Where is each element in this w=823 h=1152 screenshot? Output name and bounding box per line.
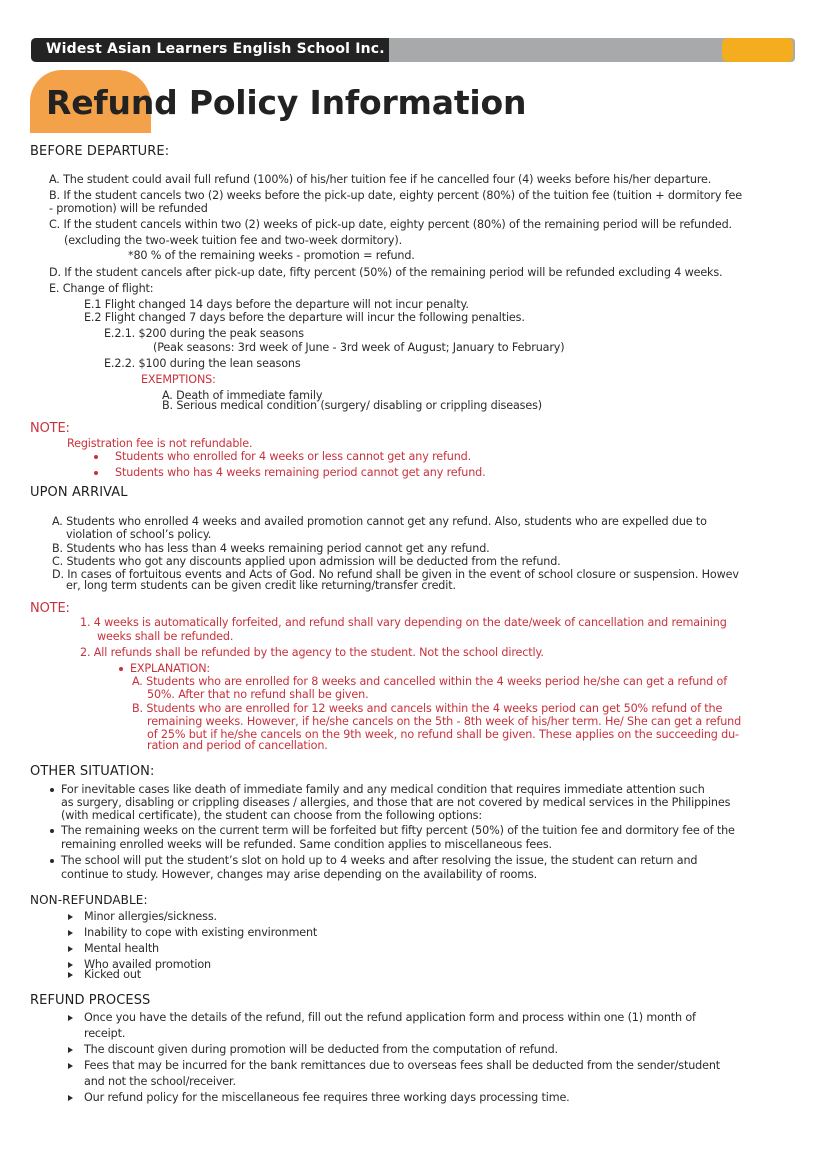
refund-process-item-1-cont: receipt. xyxy=(84,1027,126,1040)
section-heading-upon-arrival: UPON ARRIVAL xyxy=(30,485,128,500)
bullet-icon xyxy=(50,859,54,863)
policy-item-e: E. Change of flight: xyxy=(49,282,154,295)
policy-item-e22: E.2.2. $100 during the lean seasons xyxy=(104,357,301,370)
policy-item-c: C. If the student cancels within two (2) weeks of pick-up date, eighty percent (80%) of the remaining period will be refunded. xyxy=(49,218,732,231)
refund-process-item-1: Once you have the details of the refund, fill out the refund application form and process within one (1) month of xyxy=(84,1011,696,1024)
arrow-bullet-icon xyxy=(68,1047,73,1053)
explanation-b: B. Students who are enrolled for 12 weeks and cancels within the 4 weeks period can get 50% refund of the xyxy=(132,702,723,715)
arrow-bullet-icon xyxy=(68,946,73,952)
other-item-1: For inevitable cases like death of immediate family and any medical condition that requires immediate attention such xyxy=(61,783,705,796)
bullet-icon xyxy=(50,788,54,792)
policy-item-e2: E.2 Flight changed 7 days before the departure will incur the following penalties. xyxy=(84,311,525,324)
other-item-1-cont-2: (with medical certificate), the student can choose from the following options: xyxy=(61,809,482,822)
note2-item-1-cont: weeks shall be refunded. xyxy=(97,630,234,643)
school-name: Widest Asian Learners English School Inc. xyxy=(46,41,385,57)
exemptions-label: EXEMPTIONS: xyxy=(141,373,216,386)
arrival-item-a: A. Students who enrolled 4 weeks and availed promotion cannot get any refund. Also, students who are expelled due to xyxy=(52,515,707,528)
other-item-2: The remaining weeks on the current term will be forfeited but fifty percent (50%) of the tuition fee and dormitory fee of the xyxy=(61,824,735,837)
policy-item-e1: E.1 Flight changed 14 days before the departure will not incur penalty. xyxy=(84,298,469,311)
arrival-item-d: D. In cases of fortuitous events and Acts of God. No refund shall be given in the event of school closure or suspension. Howev xyxy=(52,568,739,581)
page-title: Refund Policy Information xyxy=(46,83,527,122)
other-item-1-cont-1: as surgery, disabling or crippling diseases / allergies, and those that are not covered by medical services in the Philippines xyxy=(61,796,731,809)
note-bullet-2: Students who has 4 weeks remaining period cannot get any refund. xyxy=(115,466,486,479)
other-item-3: The school will put the student’s slot on hold up to 4 weeks and after resolving the issue, the student can return and xyxy=(61,854,698,867)
other-item-3-cont: continue to study. However, changes may arise depending on the availability of rooms. xyxy=(61,868,538,881)
bullet-icon xyxy=(50,829,54,833)
arrow-bullet-icon xyxy=(68,914,73,920)
non-refundable-item: Minor allergies/sickness. xyxy=(84,910,217,923)
refund-process-item-2: The discount given during promotion will be deducted from the computation of refund. xyxy=(84,1043,558,1056)
exemption-b: B. Serious medical condition (surgery/ disabling or crippling diseases) xyxy=(162,399,542,412)
policy-item-a: A. The student could avail full refund (100%) of his/her tuition fee if he cancelled four (4) weeks before his/her departure. xyxy=(49,173,712,186)
arrow-bullet-icon xyxy=(68,930,73,936)
header-accent-tab xyxy=(722,38,793,62)
refund-process-item-4: Our refund policy for the miscellaneous fee requires three working days processing time. xyxy=(84,1091,570,1104)
policy-item-b: B. If the student cancels two (2) weeks before the pick-up date, eighty percent (80%) of the tuition fee (tuition + dormitory fee xyxy=(49,189,742,202)
non-refundable-item: Inability to cope with existing environment xyxy=(84,926,318,939)
refund-process-item-3-cont: and not the school/receiver. xyxy=(84,1075,236,1088)
explanation-b-cont-3: ration and period of cancellation. xyxy=(147,739,328,752)
policy-item-b-cont: - promotion) will be refunded xyxy=(49,202,208,215)
non-refundable-item: Mental health xyxy=(84,942,159,955)
explanation-a: A. Students who are enrolled for 8 weeks and cancelled within the 4 weeks period he/she can get a refund of xyxy=(132,675,727,688)
bullet-icon xyxy=(94,471,98,475)
arrow-bullet-icon xyxy=(68,1063,73,1069)
note-registration-fee: Registration fee is not refundable. xyxy=(67,437,253,450)
section-heading-before-departure: BEFORE DEPARTURE: xyxy=(30,144,170,159)
note-label-2: NOTE: xyxy=(30,601,70,616)
arrival-item-a-cont: violation of school’s policy. xyxy=(66,528,212,541)
non-refundable-item: Kicked out xyxy=(84,968,142,981)
arrow-bullet-icon xyxy=(68,1095,73,1101)
note2-item-1: 1. 4 weeks is automatically forfeited, and refund shall vary depending on the date/week of cancellation and remaining xyxy=(80,616,727,629)
arrow-bullet-icon xyxy=(68,972,73,978)
bullet-icon xyxy=(94,455,98,459)
policy-item-c-cont: (excluding the two-week tuition fee and two-week dormitory). xyxy=(64,234,403,247)
note-bullet-1: Students who enrolled for 4 weeks or less cannot get any refund. xyxy=(115,450,472,463)
arrow-bullet-icon xyxy=(68,1015,73,1021)
policy-item-d: D. If the student cancels after pick-up date, fifty percent (50%) of the remaining period will be refunded excluding 4 weeks. xyxy=(49,266,723,279)
arrow-bullet-icon xyxy=(68,962,73,968)
arrival-item-b: B. Students who has less than 4 weeks remaining period cannot get any refund. xyxy=(52,542,490,555)
explanation-b-cont-1: remaining weeks. However, if he/she cancels on the 5th - 8th week of his/her term. He/ She can get a refund xyxy=(147,715,742,728)
non-refundable-item: Who availed promotion xyxy=(84,958,211,971)
arrival-item-d-cont: er, long term students can be given credit like returning/transfer credit. xyxy=(66,579,456,592)
policy-item-c-formula: *80 % of the remaining weeks - promotion = refund. xyxy=(128,249,415,262)
explanation-b-cont-2: of 25% but if he/she cancels on the 9th week, no refund shall be given. These applies on the succeeding du- xyxy=(147,728,739,741)
explanation-label: EXPLANATION: xyxy=(130,662,211,675)
section-heading-refund-process: REFUND PROCESS xyxy=(30,993,151,1008)
note-label: NOTE: xyxy=(30,421,70,436)
other-item-2-cont: remaining enrolled weeks will be refunded. Same condition applies to miscellaneous fees. xyxy=(61,838,552,851)
section-heading-other-situation: OTHER SITUATION: xyxy=(30,764,155,779)
arrival-item-c: C. Students who got any discounts applied upon admission will be deducted from the refund. xyxy=(52,555,561,568)
refund-process-item-3: Fees that may be incurred for the bank remittances due to overseas fees shall be deducted from the sender/student xyxy=(84,1059,721,1072)
section-heading-non-refundable: NON-REFUNDABLE: xyxy=(30,893,148,907)
policy-item-e21: E.2.1. $200 during the peak seasons xyxy=(104,327,304,340)
explanation-a-cont: 50%. After that no refund shall be given. xyxy=(147,688,369,701)
bullet-icon xyxy=(119,667,123,671)
policy-item-e21-note: (Peak seasons: 3rd week of June - 3rd week of August; January to February) xyxy=(153,341,565,354)
exemption-a: A. Death of immediate family xyxy=(162,389,323,402)
note2-item-2: 2. All refunds shall be refunded by the agency to the student. Not the school directly. xyxy=(80,646,544,659)
